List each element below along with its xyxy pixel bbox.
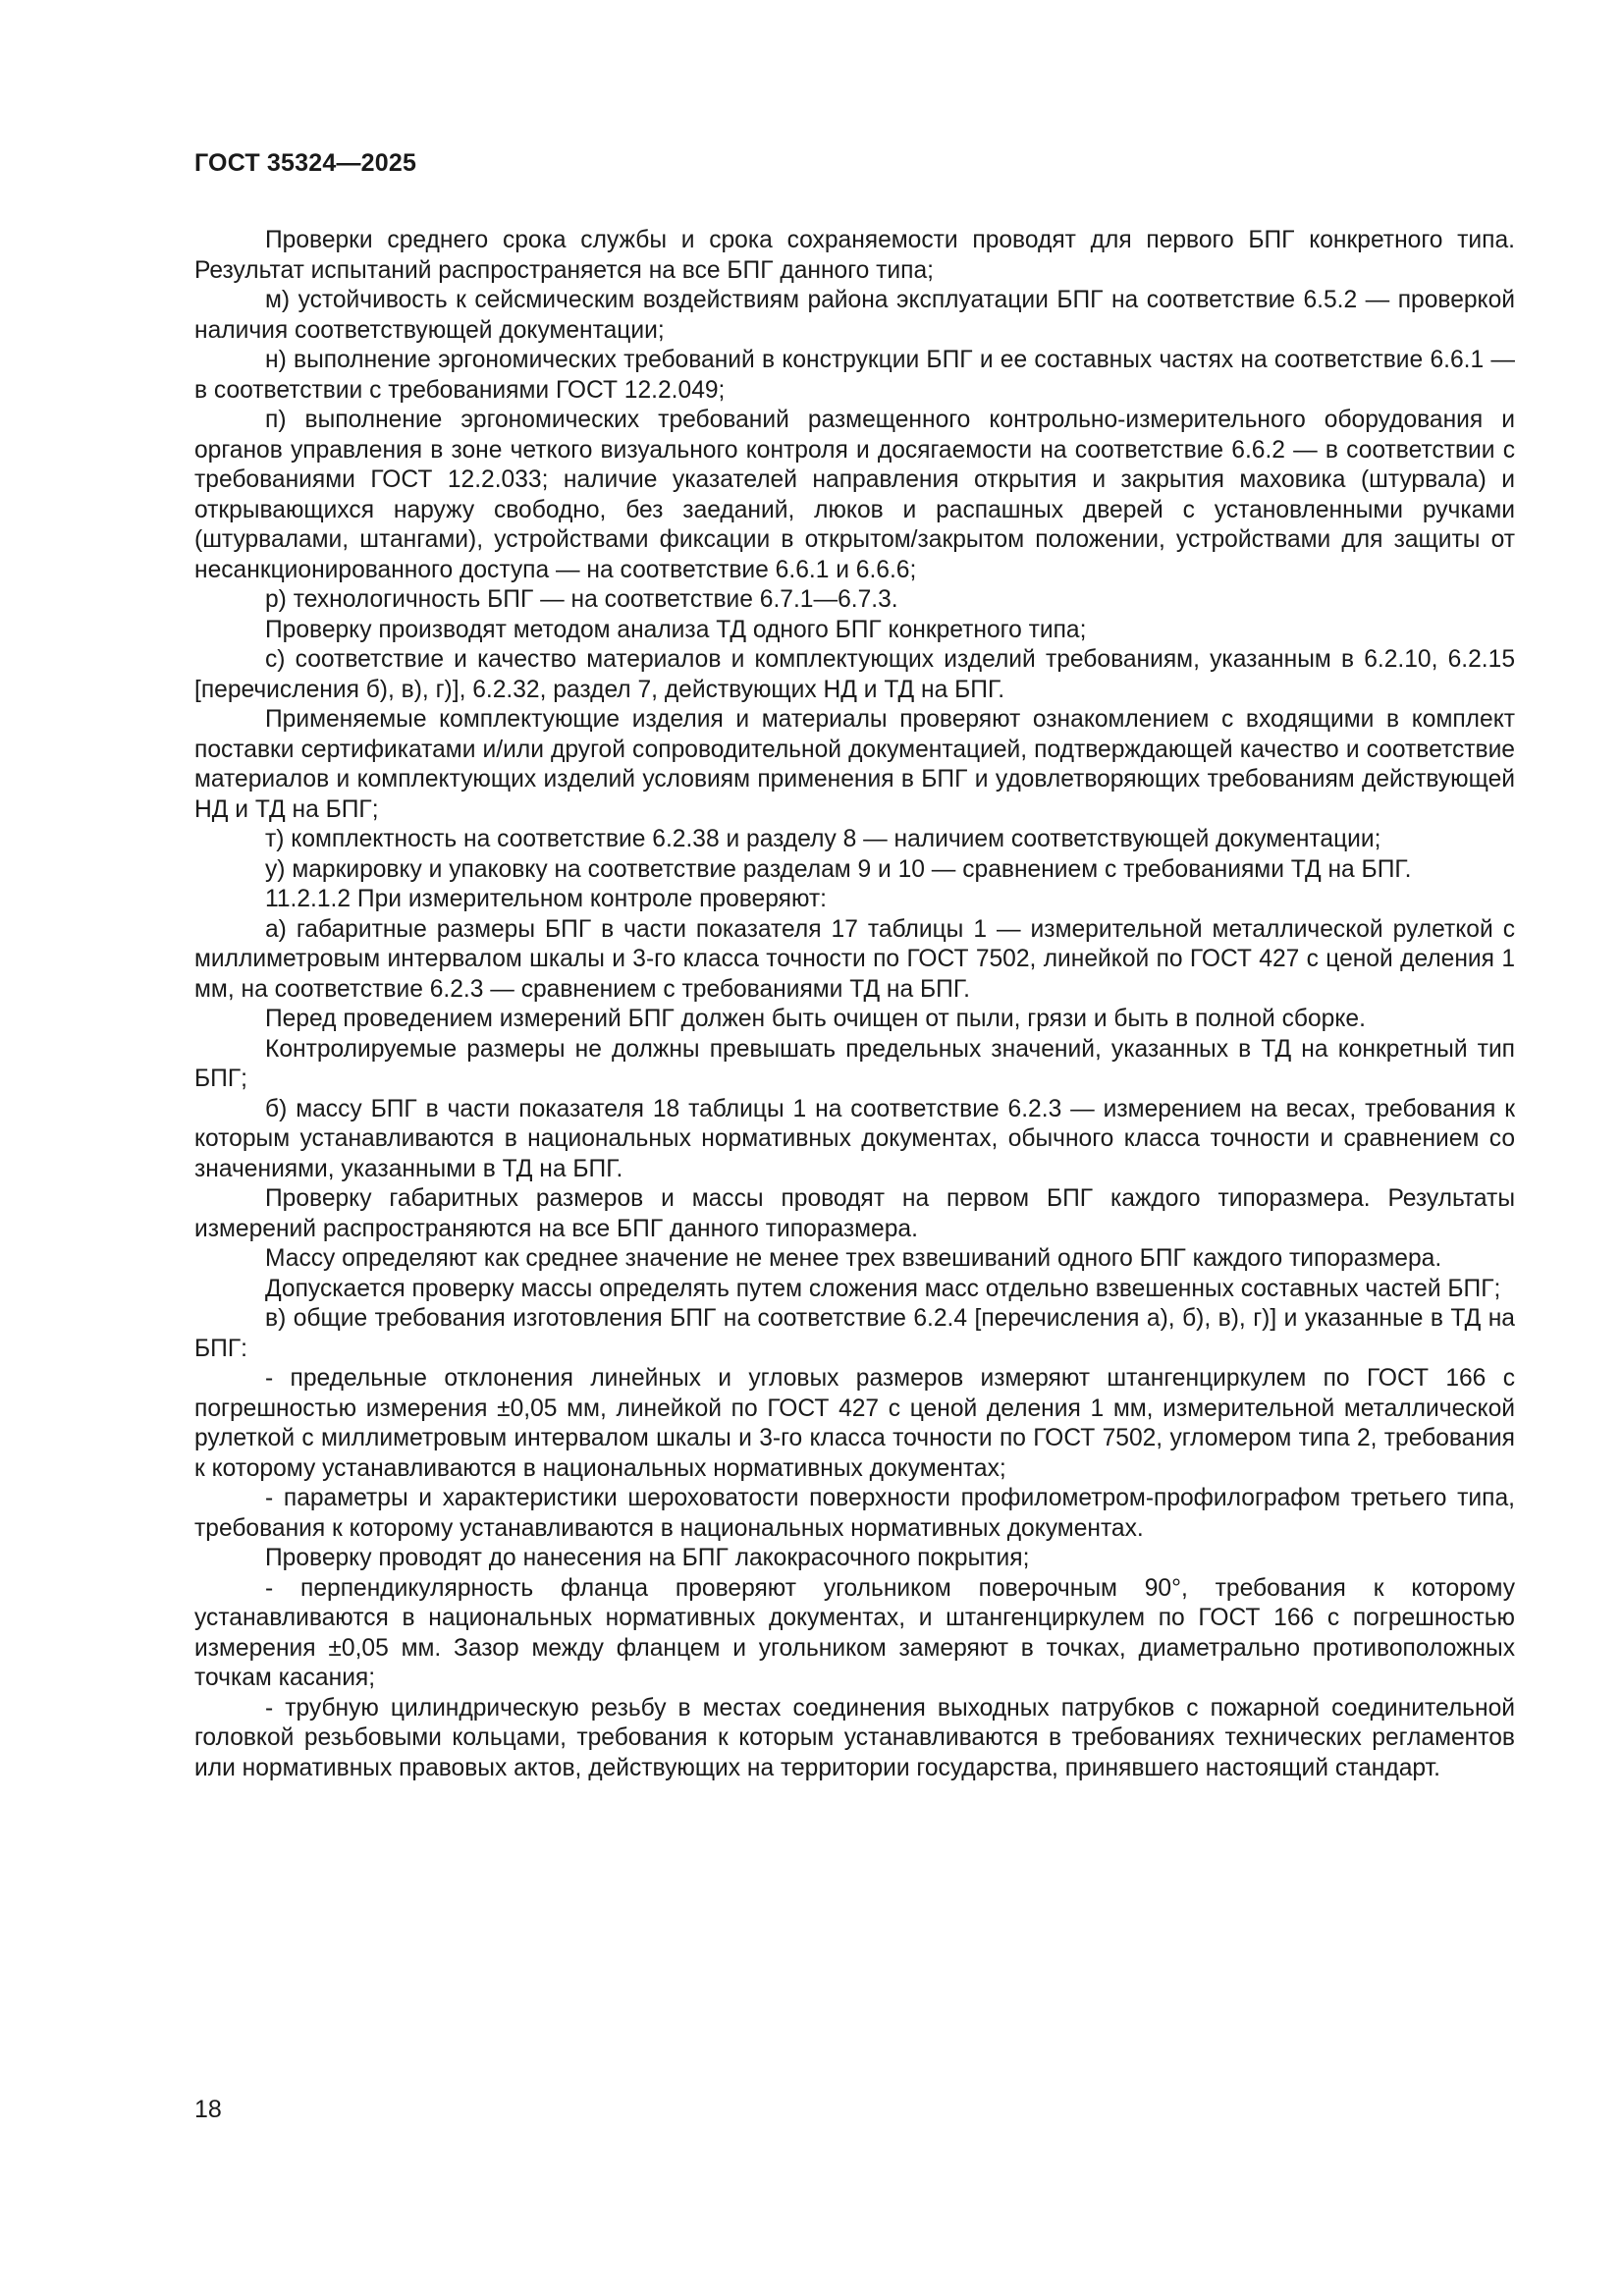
- paragraph: Проверку проводят до нанесения на БПГ лакокрасочного покрытия;: [265, 1545, 1030, 1571]
- paragraph: Допускается проверку массы определять путем сложения масс отдельно взвешенных составных частей БПГ;: [265, 1275, 1501, 1302]
- document-title: ГОСТ 35324—2025: [194, 149, 417, 177]
- paragraph: Проверку производят методом анализа ТД одного БПГ конкретного типа;: [265, 616, 1087, 643]
- paragraph: Применяемые комплектующие изделия и материалы проверяют ознакомлением с входящими в комплект поставки сертификатами и/или другой сопроводительной документацией, подтверждающей качество и соответствие материалов и комплектующих изделий условиям применения в БПГ и удовлетворяющих требованиям действующей НД и ТД на БПГ;: [194, 706, 1515, 823]
- paragraph: т) комплектность на соответствие 6.2.38 и разделу 8 — наличием соответствующей документации;: [265, 826, 1381, 852]
- paragraph: р) технологичность БПГ — на соответствие 6.7.1—6.7.3.: [265, 586, 898, 613]
- list-item: - параметры и характеристики шероховатости поверхности профилометром-профилографом третьего типа, требования к которому устанавливаются в национальных нормативных документах.: [194, 1485, 1515, 1542]
- paragraph: Массу определяют как среднее значение не менее трех взвешиваний одного БПГ каждого типоразмера.: [265, 1245, 1442, 1272]
- section-heading: 11.2.1.2 При измерительном контроле проверяют:: [265, 886, 827, 912]
- paragraph: Проверку габаритных размеров и массы проводят на первом БПГ каждого типоразмера. Результаты измерений распространяются на все БПГ данного типоразмера.: [194, 1185, 1515, 1242]
- paragraph: а) габаритные размеры БПГ в части показателя 17 таблицы 1 — измерительной металлической рулеткой с миллиметровым интервалом шкалы и 3-го класса точности по ГОСТ 7502, линейкой по ГОСТ 427 с ценой деления 1 мм, на соответствие 6.2.3 — сравнением с требованиями ТД на БПГ.: [194, 915, 1515, 1003]
- paragraph: у) маркировку и упаковку на соответствие разделам 9 и 10 — сравнением с требованиями ТД на БПГ.: [265, 855, 1412, 883]
- paragraph: м) устойчивость к сейсмическим воздействиям района эксплуатации БПГ на соответствие 6.5.2 — проверкой наличия соответствующей документации;: [194, 287, 1515, 344]
- paragraph: б) массу БПГ в части показателя 18 таблицы 1 на соответствие 6.2.3 — измерением на весах, требования к которым устанавливаются в национальных нормативных документах, обычного класса точности и сравнением со значениями, указанными в ТД на БПГ.: [194, 1095, 1515, 1182]
- paragraph: с) соответствие и качество материалов и комплектующих изделий требованиям, указанным в 6.2.10, 6.2.15 [перечисления б), в), г)], 6.2.32, раздел 7, действующих НД и ТД на БПГ.: [194, 646, 1515, 703]
- paragraph: н) выполнение эргономических требований в конструкции БПГ и ее составных частях на соответствие 6.6.1 — в соответствии с требованиями ГОСТ 12.2.049;: [194, 347, 1515, 404]
- list-item: - перпендикулярность фланца проверяют угольником поверочным 90°, требования к которому устанавливаются в национальных нормативных документах, и штангенциркулем по ГОСТ 166 с погрешностью измерения ±0,05 мм. Зазор между фланцем и угольником замеряют в точках, диаметрально противоположных точкам касания;: [194, 1574, 1515, 1691]
- paragraph: Перед проведением измерений БПГ должен быть очищен от пыли, грязи и быть в полной сборке.: [265, 1006, 1366, 1032]
- paragraph: Проверки среднего срока службы и срока сохраняемости проводят для первого БПГ конкретного типа. Результат испытаний распространяется на все БПГ данного типа;: [194, 227, 1515, 284]
- paragraph: п) выполнение эргономических требований размещенного контрольно-измерительного оборудования и органов управления в зоне четкого визуального контроля и досягаемости на соответствие 6.6.2 — в соответствии с требованиями ГОСТ 12.2.033; наличие указателей направления открытия и закрытия маховика (штурвала) и открывающихся наружу свободно, без заеданий, люков и распашных дверей с установленными ручками (штурвалами, штангами), устройствами фиксации в открытом/закрытом положении, устройствами для защиты от несанкционированного доступа — на соответствие 6.6.1 и 6.6.6;: [194, 407, 1515, 583]
- paragraph: Контролируемые размеры не должны превышать предельных значений, указанных в ТД на конкретный тип БПГ;: [194, 1035, 1515, 1092]
- list-item: - предельные отклонения линейных и угловых размеров измеряют штангенциркулем по ГОСТ 166 с погрешностью измерения ±0,05 мм, линейкой по ГОСТ 427 с ценой деления 1 мм, измерительной металлической рулеткой с миллиметровым интервалом шкалы и 3-го класса точности по ГОСТ 7502, угломером типа 2, требования к которому устанавливаются в национальных нормативных документах;: [194, 1365, 1515, 1482]
- page-number: 18: [194, 2096, 222, 2123]
- list-item: - трубную цилиндрическую резьбу в местах соединения выходных патрубков с пожарной соединительной головкой резьбовыми кольцами, требования к которым устанавливаются в требованиях технических регламентов или нормативных правовых актов, действующих на территории государства, принявшего настоящий стандарт.: [194, 1694, 1515, 1781]
- document-body: [194, 226, 1515, 1783]
- paragraph: в) общие требования изготовления БПГ на соответствие 6.2.4 [перечисления а), б), в), г)] и указанные в ТД на БПГ:: [194, 1305, 1515, 1362]
